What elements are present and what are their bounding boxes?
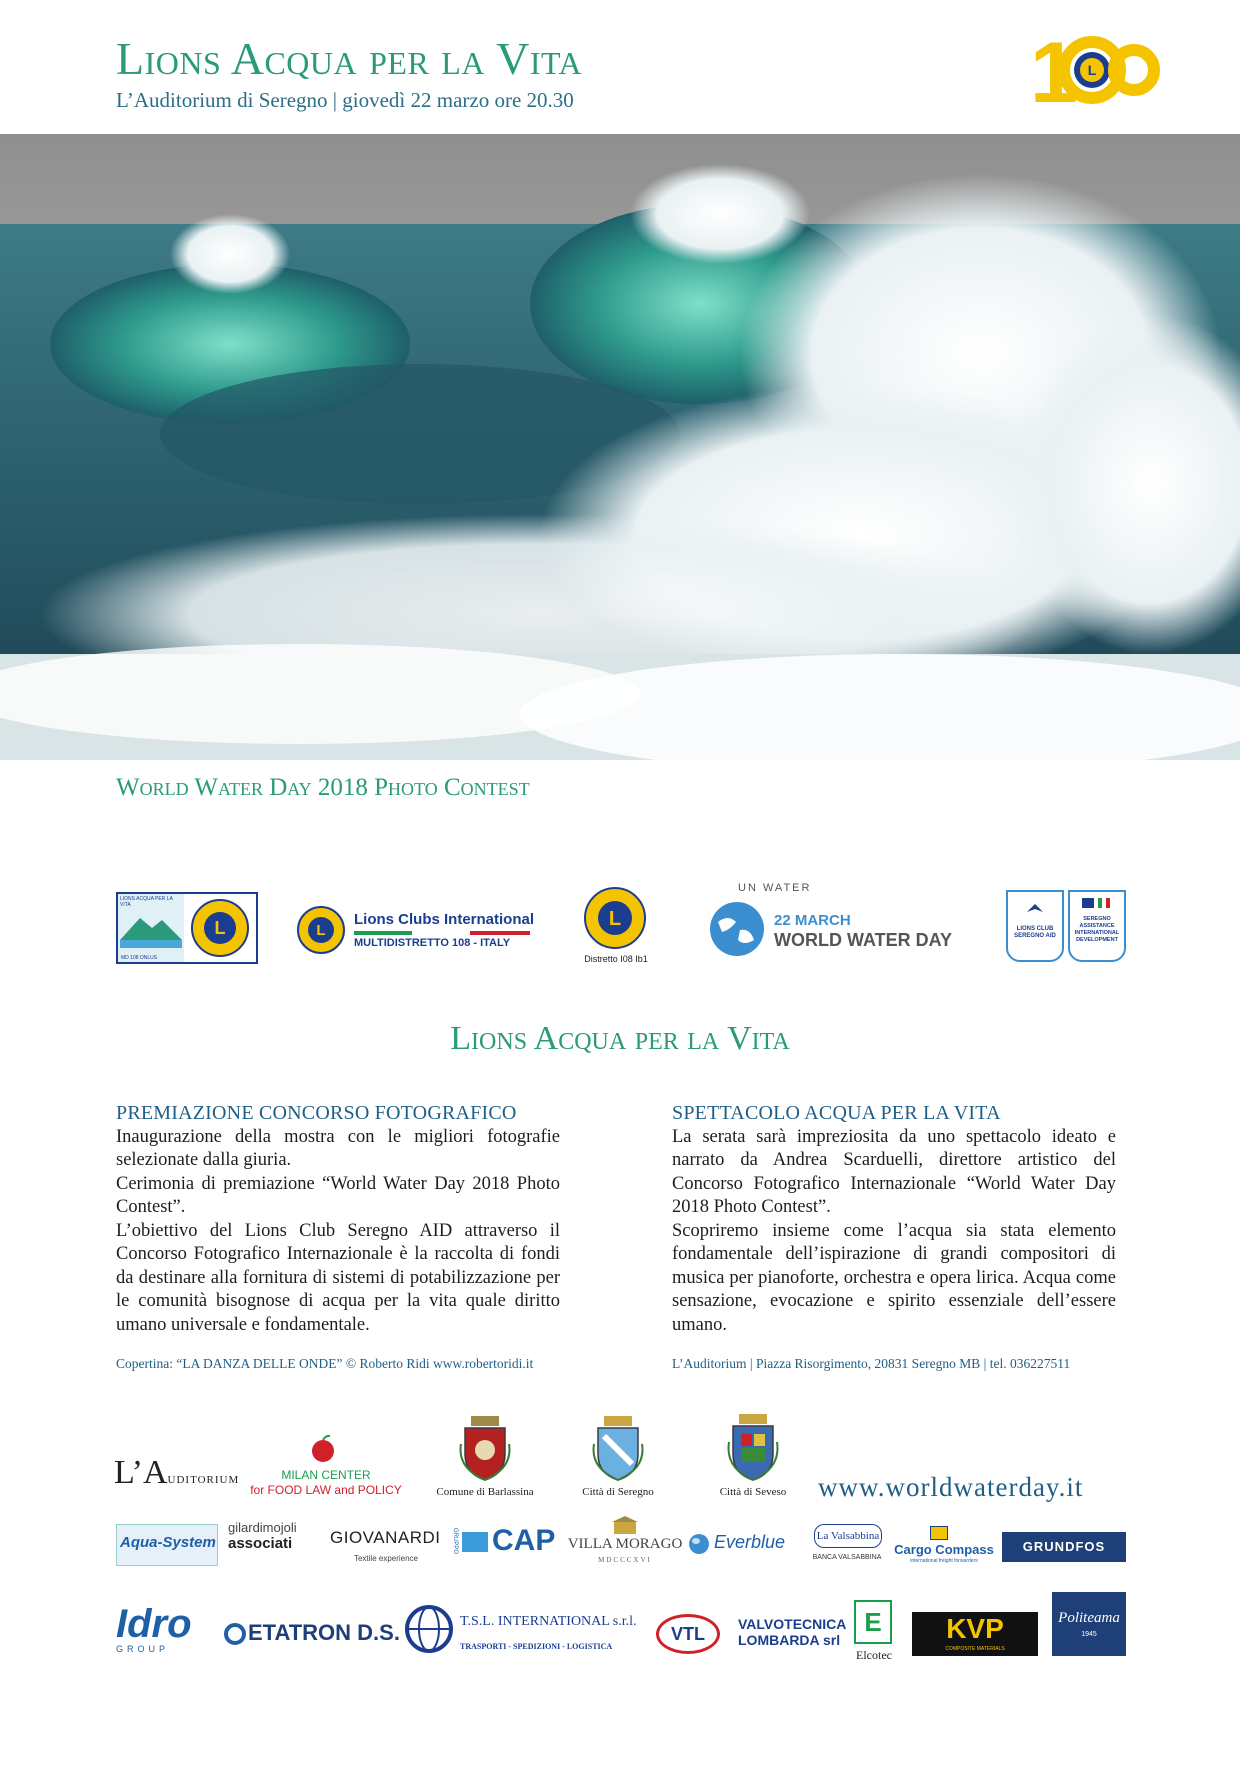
etatron-name: ETATRON D.S. <box>248 1620 400 1645</box>
tsl-logo <box>404 1604 654 1660</box>
grundfos-name: GRUNDFOS <box>1022 1539 1106 1554</box>
coat-of-arms-icon <box>725 1412 781 1482</box>
photo-contest-title: World Water Day 2018 Photo Contest <box>116 774 530 801</box>
giovanardi-sub: Textile experience <box>353 1554 419 1563</box>
valvotecnica-sub: LOMBARDA srl <box>738 1632 841 1648</box>
giovanardi-name: GIOVANARDI <box>330 1528 441 1547</box>
distretto-logo <box>576 886 656 976</box>
apple-icon <box>308 1434 338 1464</box>
tsl-sub: TRASPORTI - SPEDIZIONI - LOGISTICA <box>460 1642 613 1651</box>
un-water-logo <box>708 882 958 962</box>
un-water-name: WORLD WATER DAY <box>774 930 952 950</box>
cargo-compass-sub: international freight forwarders <box>910 1558 978 1564</box>
cover-credit: Copertina: “LA DANZA DELLE ONDE” © Roberto Ridi www.robertoridi.it <box>116 1356 534 1371</box>
elcotec-logo <box>852 1600 896 1666</box>
seveso-caption: Città di Seveso <box>719 1486 787 1498</box>
elcotec-name: Elcotec <box>856 1648 892 1662</box>
cargo-compass-name: Cargo Compass <box>894 1542 994 1557</box>
coat-of-arms-icon <box>590 1414 646 1482</box>
politeama-year: 1945 <box>1081 1631 1097 1638</box>
svg-text:L: L <box>608 908 622 930</box>
coat-of-arms-icon <box>457 1414 513 1482</box>
left-column <box>116 1102 560 1337</box>
lions-emblem-icon <box>583 886 647 950</box>
gilardi-logo <box>228 1520 324 1572</box>
lions-acqua-sub: MD 108 ONLUS <box>121 955 158 961</box>
barlassina-caption: Comune di Barlassina <box>436 1486 534 1498</box>
website-link[interactable]: www.worldwaterday.it <box>818 1472 1084 1502</box>
villa-morago-logo <box>566 1516 684 1574</box>
lions-international-name: Lions Clubs International <box>354 911 535 928</box>
everblue-name: Everblue <box>714 1532 786 1552</box>
milan-center-logo <box>246 1434 406 1500</box>
un-water-label: UN WATER <box>738 882 812 894</box>
politeama-logo <box>1052 1592 1126 1656</box>
seveso-crest <box>708 1412 798 1504</box>
politeama-name: Politeama <box>1058 1610 1120 1626</box>
valsabbina-name: La Valsabbina <box>814 1524 882 1548</box>
multidistretto-label: MULTIDISTRETTO 108 - ITALY <box>354 937 511 949</box>
page-title: Lions Acqua per la Vita <box>116 33 583 84</box>
kvp-logo <box>912 1612 1038 1656</box>
idro-sub: GROUP <box>116 1644 170 1654</box>
lions-emblem-icon <box>296 905 346 955</box>
tsl-globe-icon <box>404 1604 454 1654</box>
seregno-aid-logo <box>1006 890 1128 964</box>
auditorium-text: UDITORIUM <box>167 1474 240 1486</box>
venue-address: L’Auditorium | Piazza Risorgimento, 20831 Seregno MB | tel. 036227511 <box>672 1356 1071 1371</box>
etatron-logo <box>224 1620 400 1650</box>
villa-morago-sub: MDCCCXVI <box>598 1556 652 1564</box>
mountain-water-icon <box>118 910 184 950</box>
giovanardi-logo <box>330 1528 442 1574</box>
grundfos-logo <box>1002 1532 1126 1562</box>
kvp-name: KVP <box>946 1613 1004 1644</box>
cargo-compass-logo <box>892 1526 996 1570</box>
gilardi-associati: associati <box>228 1535 293 1552</box>
cap-logo <box>452 1524 564 1564</box>
vtl-name: VTL <box>671 1624 705 1644</box>
hero-wave-photo <box>0 134 1240 760</box>
lions-acqua-logo <box>116 892 258 964</box>
aqua-system-logo <box>116 1524 218 1566</box>
valsabbina-sub: BANCA VALSABBINA <box>812 1554 882 1561</box>
villa-icon <box>610 1516 640 1534</box>
event-subtitle: L’Auditorium di Seregno | giovedì 22 marzo ore 20.30 <box>116 88 574 112</box>
cap-mark-icon <box>462 1532 488 1552</box>
gilardi-name: gilardimojoli <box>228 1520 297 1535</box>
aqua-system-name: Aqua-System <box>120 1534 216 1551</box>
auditorium-logo <box>114 1454 239 1492</box>
svg-text:L: L <box>214 918 226 938</box>
right-column-heading: SPETTACOLO ACQUA PER LA VITA <box>672 1102 1001 1124</box>
right-column <box>672 1102 1116 1337</box>
idro-group-logo <box>116 1604 212 1660</box>
cap-prefix: GRUPPO <box>452 1528 458 1555</box>
left-column-heading: PREMIAZIONE CONCORSO FOTOGRAFICO <box>116 1102 517 1124</box>
section-title: Lions Acqua per la Vita <box>450 1020 790 1057</box>
left-paragraph: L’obiettivo del Lions Club Seregno AID attraverso il Concorso Fotografico Internazionale è la raccolta di fondi da destinare alla fornitura di sistemi di potabilizzazione per le comunità bisognose di acqua per la vita quale diritto umano universale e fondamentale. <box>116 1220 560 1335</box>
left-paragraph: Inaugurazione della mostra con le migliori fotografie selezionate dalla giuria. <box>116 1126 560 1170</box>
villa-morago-name: VILLA MORAGO <box>567 1536 683 1552</box>
vtl-logo <box>656 1614 720 1654</box>
lions-acqua-label: LIONS ACQUA PER LA VITA <box>120 896 173 908</box>
valvotecnica-logo <box>738 1616 848 1656</box>
tsl-name: T.S.L. INTERNATIONAL s.r.l. <box>460 1614 637 1629</box>
cargo-icon <box>930 1526 948 1540</box>
lions-international-logo <box>296 905 536 955</box>
svg-text:L: L <box>1087 62 1097 78</box>
seregno-assistance-label: SEREGNO ASSISTANCE INTERNATIONAL DEVELOPMENT <box>1074 916 1120 943</box>
un-water-date: 22 MARCH <box>774 912 851 929</box>
etatron-mark-icon <box>224 1623 246 1645</box>
kvp-sub: COMPOSITE MATERIALS <box>945 1646 1005 1652</box>
distretto-caption: Distretto I08 Ib1 <box>584 954 648 964</box>
italian-flag-stripe <box>354 931 530 935</box>
everblue-globe-icon <box>688 1533 710 1555</box>
svg-text:L: L <box>316 922 326 939</box>
milan-center-name: MILAN CENTER <box>281 1468 371 1482</box>
elcotec-mark-icon: E <box>854 1600 892 1644</box>
lions-emblem-icon <box>190 898 250 958</box>
idro-name: Idro <box>116 1602 192 1646</box>
auditorium-mark: L’A <box>114 1454 168 1491</box>
crest-icon <box>1082 898 1094 908</box>
cap-name: CAP <box>492 1524 556 1557</box>
seregno-aid-label: LIONS CLUB SEREGNO AID <box>1014 926 1056 939</box>
seregno-crest <box>570 1414 666 1504</box>
lions-100-logo <box>1030 22 1160 112</box>
everblue-logo <box>688 1530 796 1560</box>
left-paragraph: Cerimonia di premiazione “World Water Day 2018 Photo Contest”. <box>116 1173 560 1217</box>
flag-icon <box>1098 898 1110 908</box>
globe-icon <box>708 900 766 958</box>
right-paragraph: La serata sarà impreziosita da uno spettacolo ideato e narrato da Andrea Scarduelli, direttore artistico del Concorso Fotografico Internazionale “World Water Day 2018 Photo Contest”. <box>672 1126 1116 1217</box>
seregno-caption: Città di Seregno <box>582 1486 654 1498</box>
svg-text:1: 1 <box>1030 25 1072 112</box>
barlassina-crest <box>430 1414 540 1504</box>
valvotecnica-name: VALVOTECNICA <box>738 1616 847 1632</box>
milan-center-sub: for FOOD LAW and POLICY <box>250 1483 402 1497</box>
bird-icon <box>1025 900 1045 920</box>
valsabbina-logo <box>806 1524 888 1570</box>
right-paragraph: Scopriremo insieme come l’acqua sia stata elemento fondamentale dell’ispirazione di grandi compositori di musica per pianoforte, orchestra e opera lirica. Acqua come sensazione, evocazione e spirito essenziale dell’essere umano. <box>672 1220 1116 1335</box>
